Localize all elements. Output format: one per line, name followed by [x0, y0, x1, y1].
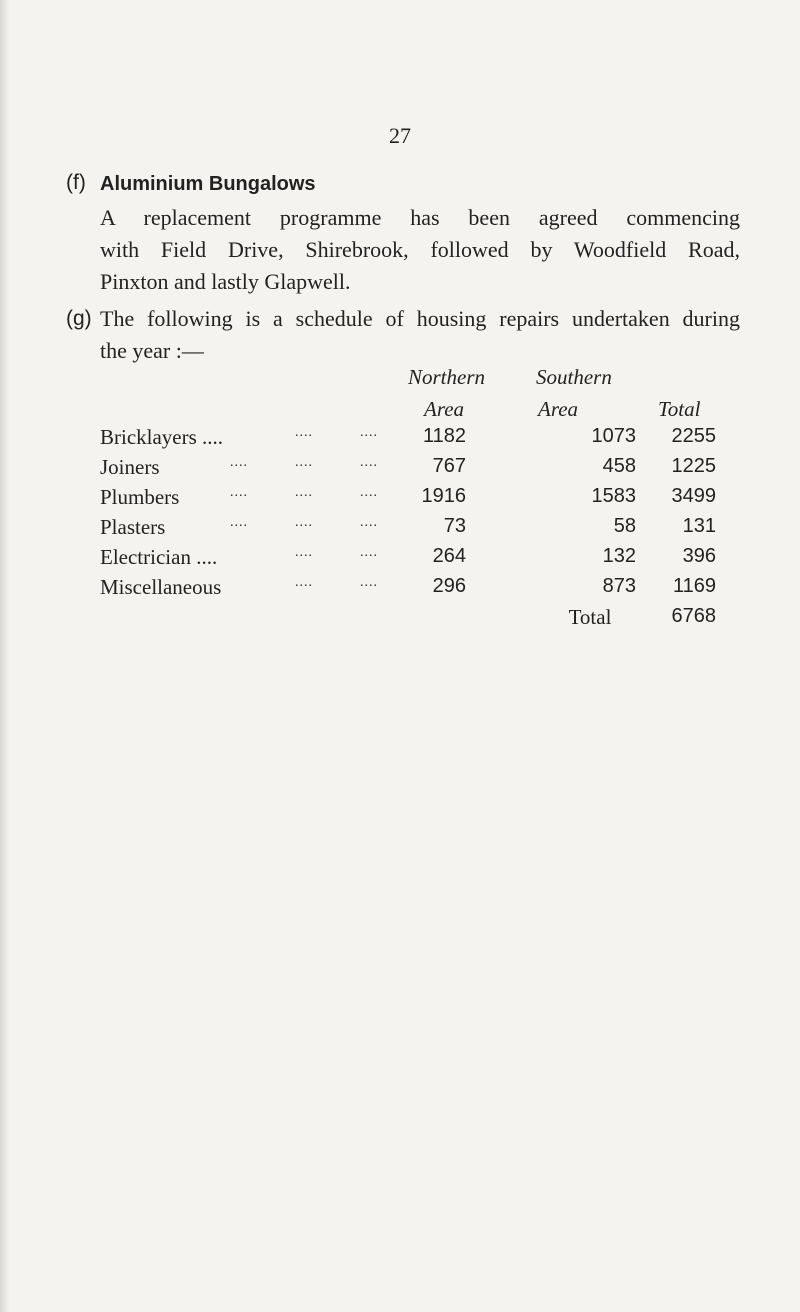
table-row [100, 455, 720, 485]
total-value: 2255 [671, 425, 716, 447]
grand-total-row [100, 605, 720, 635]
trade-name: Plumbers [100, 485, 180, 509]
table-row [100, 545, 720, 575]
leader-dots: .... [295, 575, 313, 590]
section-f-line-1: A replacement programme has been agreed commencing [100, 205, 740, 230]
section-f-line-3: Pinxton and lastly Glapwell. [100, 269, 351, 294]
southern-value: 458 [602, 455, 636, 477]
header-northern-area: Area [424, 397, 465, 421]
northern-value: 1916 [421, 485, 466, 507]
total-value: 396 [682, 545, 716, 567]
trade-name: Bricklayers .... [100, 425, 224, 449]
page-edge-shadow [0, 0, 10, 1312]
table-row [100, 485, 720, 515]
leader-dots: .... [360, 425, 378, 440]
trade-name: Plasters [100, 515, 166, 539]
leader-dots: .... [295, 515, 313, 530]
section-f-line-2: with Field Drive, Shirebrook, followed by Woodfield Road, [100, 237, 740, 262]
table-row [100, 515, 720, 545]
table-row [100, 575, 720, 605]
section-f-paragraph [100, 202, 740, 298]
section-f-label: (f) [66, 171, 86, 194]
southern-value: 1073 [591, 425, 636, 447]
header-total: Total [658, 397, 701, 421]
trade-name: Miscellaneous [100, 575, 222, 599]
section-g-label: (g) [66, 307, 92, 330]
leader-dots: .... [360, 485, 378, 500]
leader-dots: .... [295, 425, 313, 440]
southern-value: 132 [602, 545, 636, 567]
northern-value: 767 [432, 455, 466, 477]
total-value: 3499 [671, 485, 716, 507]
northern-value: 296 [432, 575, 466, 597]
leader-dots: .... [295, 455, 313, 470]
total-value: 1169 [672, 575, 716, 597]
page-number: 27 [389, 123, 411, 148]
header-northern: Northern [408, 365, 486, 389]
northern-value: 1182 [422, 425, 466, 447]
grand-total-value: 6768 [671, 605, 716, 627]
southern-value: 58 [613, 515, 636, 537]
leader-dots: .... [230, 515, 248, 530]
leader-dots: .... [360, 455, 378, 470]
trade-name: Electrician .... [100, 545, 218, 569]
trade-name: Joiners [100, 455, 160, 479]
southern-value: 873 [602, 575, 636, 597]
leader-dots: .... [230, 455, 248, 470]
southern-value: 1583 [591, 485, 636, 507]
leader-dots: .... [360, 575, 378, 590]
leader-dots: .... [360, 545, 378, 560]
total-value: 1225 [671, 455, 716, 477]
header-southern-area: Area [538, 397, 579, 421]
section-g-line-1: The following is a schedule of housing repairs undertaken during [100, 306, 740, 331]
section-g-line-2: the year :— [100, 338, 204, 363]
leader-dots: .... [360, 515, 378, 530]
leader-dots: .... [295, 485, 313, 500]
section-f-heading: Aluminium Bungalows [100, 173, 316, 195]
header-southern: Southern [536, 365, 612, 389]
section-g-paragraph [100, 303, 740, 367]
leader-dots: .... [230, 485, 248, 500]
table-row [100, 425, 720, 455]
northern-value: 73 [443, 515, 466, 537]
total-value: 131 [682, 515, 716, 537]
leader-dots: .... [295, 545, 313, 560]
grand-total-label: Total [568, 605, 612, 629]
northern-value: 264 [432, 545, 466, 567]
